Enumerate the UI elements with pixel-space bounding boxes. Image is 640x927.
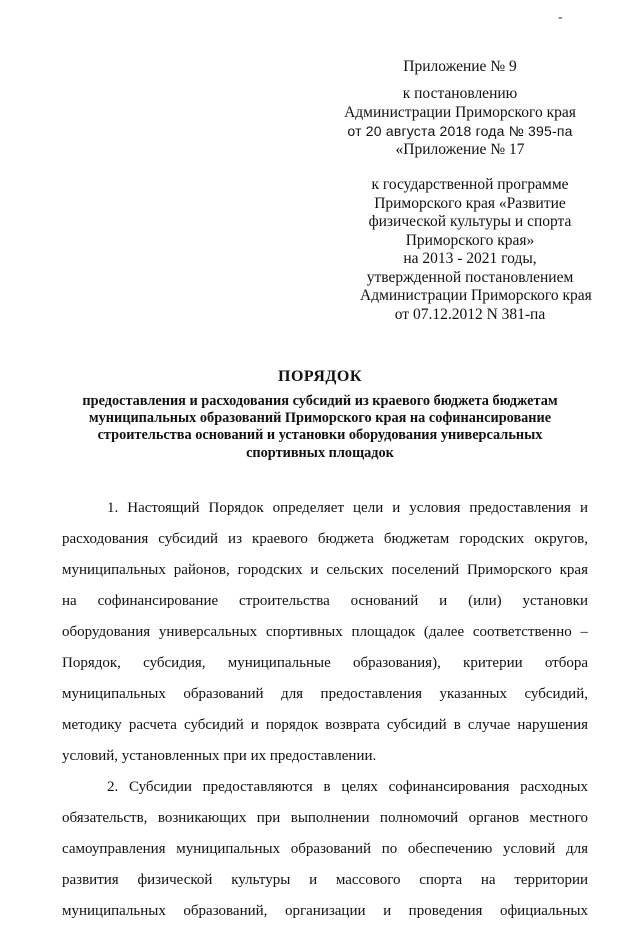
paragraph-line: оборудования универсальных спортивных площадок (далее соответственно –: [62, 624, 588, 640]
program-ref-line: утвержденной постановлением: [366, 268, 574, 286]
program-ref-line: от 07.12.2012 N 381-па: [394, 305, 546, 323]
annex-prev-annex: «Приложение № 17: [395, 140, 525, 158]
paragraph-line: условий, установленных при их предоставлении.: [62, 748, 377, 764]
annex-to-resolution: к постановлению: [402, 85, 518, 102]
annex-number: Приложение № 9: [403, 58, 517, 75]
document-subtitle: [60, 393, 580, 462]
program-ref-line: на 2013 - 2021 годы,: [403, 250, 537, 267]
paragraph-line: на софинансирование строительства оснований и (или) установки: [62, 593, 588, 609]
paragraph-line: муниципальных образований для предоставления указанных субсидий,: [62, 686, 588, 702]
annex-resolution-ref: от 20 августа 2018 года № 395-па: [347, 123, 573, 139]
subtitle-line: предоставления и расходования субсидий из краевого бюджета бюджетам: [82, 393, 558, 409]
paragraph-line: 1. Настоящий Порядок определяет цели и условия предоставления и: [107, 500, 588, 516]
program-ref-line: физической культуры и спорта: [368, 213, 572, 230]
subtitle-line: спортивных площадок: [246, 444, 394, 461]
corner-mark: -: [558, 10, 563, 25]
subtitle-line: муниципальных образований Приморского края на софинансирование: [88, 410, 552, 427]
annex-resolution-block: [340, 85, 580, 159]
subtitle-line: строительства оснований и установки оборудования универсальных: [97, 427, 543, 444]
paragraph-line: самоуправления муниципальных образований по обеспечению условий для: [62, 841, 588, 857]
paragraph-line: расходования субсидий из краевого бюджета бюджетам городских округов,: [62, 531, 588, 547]
program-ref-line: Администрации Приморского края: [360, 287, 592, 304]
annex-administration: Администрации Приморского края: [344, 103, 576, 121]
document-title: ПОРЯДОК: [278, 368, 362, 385]
paragraph-line: методику расчета субсидий и порядок возврата субсидий в случае нарушения: [62, 717, 588, 733]
program-ref-line: к государственной программе: [371, 176, 569, 193]
body-text: [62, 493, 588, 927]
program-reference-block: [360, 176, 592, 324]
paragraph-line: развития физической культуры и массового спорта на территории: [62, 872, 588, 888]
paragraph-1: [62, 493, 588, 772]
annex-number-block: [340, 58, 580, 77]
paragraph-line: обязательств, возникающих при выполнении полномочий органов местного: [62, 810, 588, 826]
program-ref-line: Приморского края»: [405, 231, 535, 249]
paragraph-line: Порядок, субсидия, муниципальные образования), критерии отбора: [62, 655, 588, 671]
paragraph-2: [62, 772, 588, 927]
paragraph-line: муниципальных районов, городских и сельских поселений Приморского края: [62, 562, 588, 578]
paragraph-line: муниципальных образований, организации и проведения официальных: [62, 903, 588, 919]
program-ref-line: Приморского края «Развитие: [374, 194, 566, 212]
paragraph-line: 2. Субсидии предоставляются в целях софинансирования расходных: [107, 779, 588, 795]
